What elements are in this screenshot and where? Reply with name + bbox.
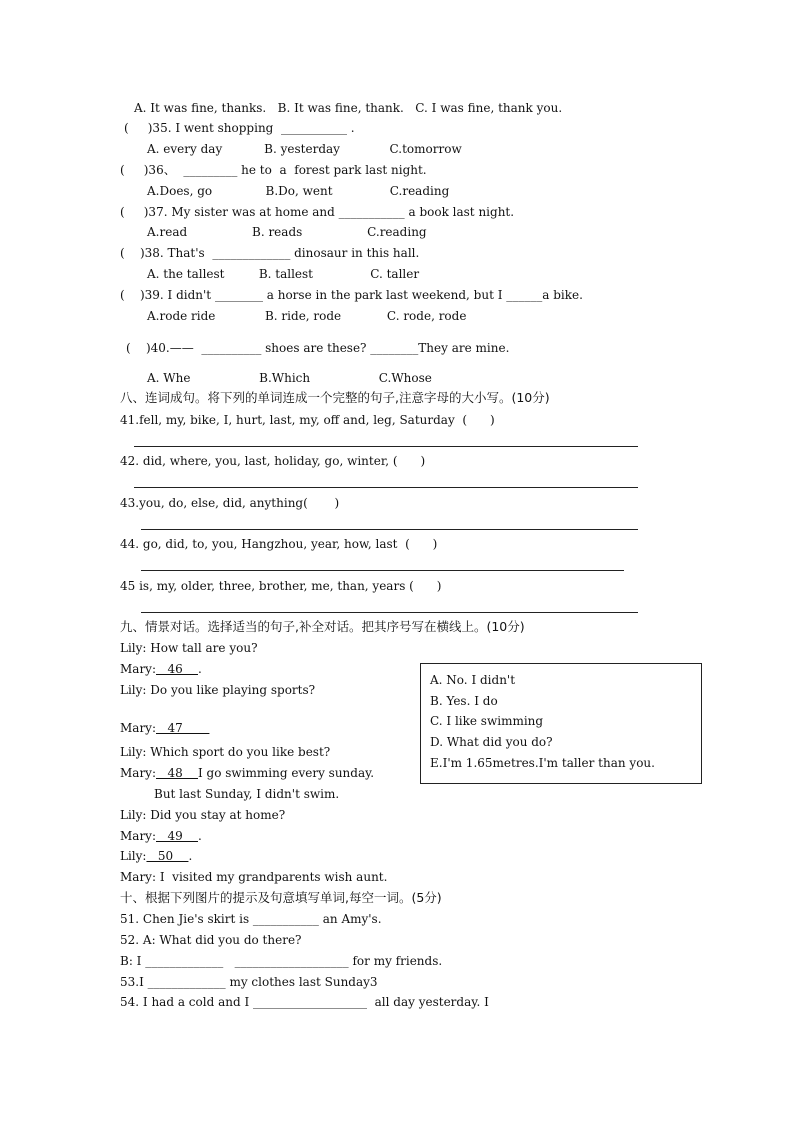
speaker: Mary: xyxy=(120,662,156,676)
q34-options: A. It was fine, thanks. B. It was fine, thank. C. I was fine, thank you. xyxy=(134,101,563,115)
q38-options: A. the tallest B. tallest C. taller xyxy=(147,267,420,281)
option-e: E.I'm 1.65metres.I'm taller than you. xyxy=(430,756,655,770)
q36-options: A.Does, go B.Do, went C.reading xyxy=(147,184,450,198)
dialog-line-6: Mary: 48 I go swimming every sunday. xyxy=(120,766,375,780)
q45-words: 45 is, my, older, three, brother, me, than, years ( ) xyxy=(120,579,442,593)
q52-answer: B: I _____________ ___________________ for my friends. xyxy=(120,954,443,968)
q43-words: 43.you, do, else, did, anything( ) xyxy=(120,496,340,510)
option-b: B. Yes. I do xyxy=(430,694,498,708)
dialog-line-1: Lily: How tall are you? xyxy=(120,641,258,655)
q35-question: ( )35. I went shopping ___________ . xyxy=(124,121,355,135)
dialog-line-9: Mary: 49 . xyxy=(120,829,202,843)
option-a: A. No. I didn't xyxy=(430,673,516,687)
section-9-title: 九、情景对话。选择适当的句子,补全对话。把其序号写在横线上。(10分) xyxy=(120,619,525,634)
dialog-line-3: Lily: Do you like playing sports? xyxy=(120,683,316,697)
section-10-title: 十、根据下列图片的提示及句意填写单词,每空一词。(5分) xyxy=(120,890,442,905)
q37-question: ( )37. My sister was at home and ___________ a book last night. xyxy=(120,205,515,219)
q52: 52. A: What did you do there? xyxy=(120,933,302,947)
q40-question: ( )40.—— __________ shoes are these? ________They are mine. xyxy=(126,341,510,355)
q45-answer-line[interactable] xyxy=(141,612,638,613)
speaker: Lily: xyxy=(120,849,147,863)
option-c: C. I like swimming xyxy=(430,714,544,728)
q38-question: ( )38. That's _____________ dinosaur in this hall. xyxy=(120,246,420,260)
section-8-title: 八、连词成句。将下列的单词连成一个完整的句子,注意字母的大小写。(10分) xyxy=(120,390,550,405)
option-d: D. What did you do? xyxy=(430,735,553,749)
blank-48[interactable]: 48 xyxy=(156,766,198,780)
dialog-line-5: Lily: Which sport do you like best? xyxy=(120,745,331,759)
dialog-line-7: But last Sunday, I didn't swim. xyxy=(154,787,340,801)
speaker: Mary: xyxy=(120,766,156,780)
dialog-line-11: Mary: I visited my grandparents wish aunt. xyxy=(120,870,388,884)
q39-question: ( )39. I didn't ________ a horse in the park last weekend, but I ______a bike. xyxy=(120,288,583,302)
dialog-line-4 xyxy=(120,721,209,735)
q39-options: A.rode ride B. ride, rode C. rode, rode xyxy=(147,309,467,323)
blank-50[interactable]: 50 xyxy=(146,849,189,863)
dialog-line-2: Mary: 46 . xyxy=(120,662,202,676)
q42-words: 42. did, where, you, last, holiday, go, winter, ( ) xyxy=(120,454,426,468)
q54: 54. I had a cold and I ___________________ all day yesterday. I xyxy=(120,995,489,1009)
q36-question: ( )36、 _________ he to a forest park last night. xyxy=(120,163,427,177)
blank-46[interactable]: 46 xyxy=(156,662,198,676)
q37-options: A.read B. reads C.reading xyxy=(147,225,427,239)
q40-options: A. Whe B.Which C.Whose xyxy=(147,371,432,385)
q44-words: 44. go, did, to, you, Hangzhou, year, how, last ( ) xyxy=(120,537,438,551)
q44-answer-line[interactable] xyxy=(141,570,624,571)
dialog-line-10: Lily: 50 . xyxy=(120,849,193,863)
blank-47[interactable]: 47 xyxy=(156,721,210,735)
q35-options: A. every day B. yesterday C.tomorrow xyxy=(147,142,462,156)
q41-words: 41.fell, my, bike, I, hurt, last, my, off and, leg, Saturday ( ) xyxy=(120,413,495,427)
q51: 51. Chen Jie's skirt is ___________ an Amy's. xyxy=(120,912,382,926)
q42-answer-line[interactable] xyxy=(134,487,638,488)
q53: 53.I _____________ my clothes last Sunday3 xyxy=(120,975,378,989)
speaker: Mary: xyxy=(120,721,156,735)
dialog-line-8: Lily: Did you stay at home? xyxy=(120,808,286,822)
blank-49[interactable]: 49 xyxy=(156,829,198,843)
q41-answer-line[interactable] xyxy=(134,446,638,447)
dialog-options-box xyxy=(420,663,702,784)
speaker: Mary: xyxy=(120,829,156,843)
q43-answer-line[interactable] xyxy=(141,529,638,530)
